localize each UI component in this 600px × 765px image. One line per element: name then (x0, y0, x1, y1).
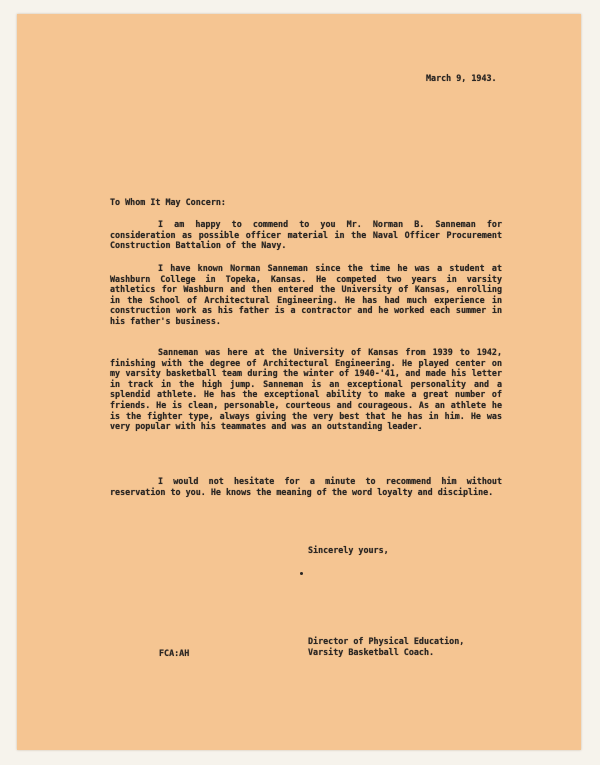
closing: Sincerely yours, (308, 545, 389, 555)
paragraph-3: Sanneman was here at the University of Kansas from 1939 to 1942, finishing with the degree of Architectural Engineering. He played center on my varsity basketball team during the winter of 1940-'41, and made his letter in track in the high jump. Sanneman is an exceptional personality and a splendid athlete. He has the exceptional ability to make a great number of friends. He is clean, personable, courteous and courageous. As an athlete he is the fighter type, always giving the very best that he has in him. He was very popular with his teammates and was an outstanding leader. (110, 347, 502, 432)
signature-title-line-1: Director of Physical Education, (308, 636, 465, 646)
signature-block (308, 636, 464, 657)
paragraph-4: I would not hesitate for a minute to recommend him without reservation to you. He knows the meaning of the word loyalty and discipline. (110, 476, 502, 497)
paragraph-2: I have known Norman Sanneman since the time he was a student at Washburn College in Topeka, Kansas. He competed two years in varsity athletics for Washburn and then entered the University of Kansas, enrolling in the School of Architectural Engineering. He has had much experience in construction work as his father is a contractor and he worked each summer in his father's business. (110, 263, 502, 326)
letter-date: March 9, 1943. (426, 73, 497, 83)
signature-title-line-2: Varsity Basketball Coach. (308, 646, 435, 657)
paragraph-1: I am happy to commend to you Mr. Norman B. Sanneman for consideration as possible officer material in the Naval Officer Procurement Construction Battalion of the Navy. (110, 219, 502, 251)
salutation: To Whom It May Concern: (110, 197, 226, 207)
reference-initials: FCA:AH (159, 648, 190, 658)
ink-dot (300, 572, 303, 575)
